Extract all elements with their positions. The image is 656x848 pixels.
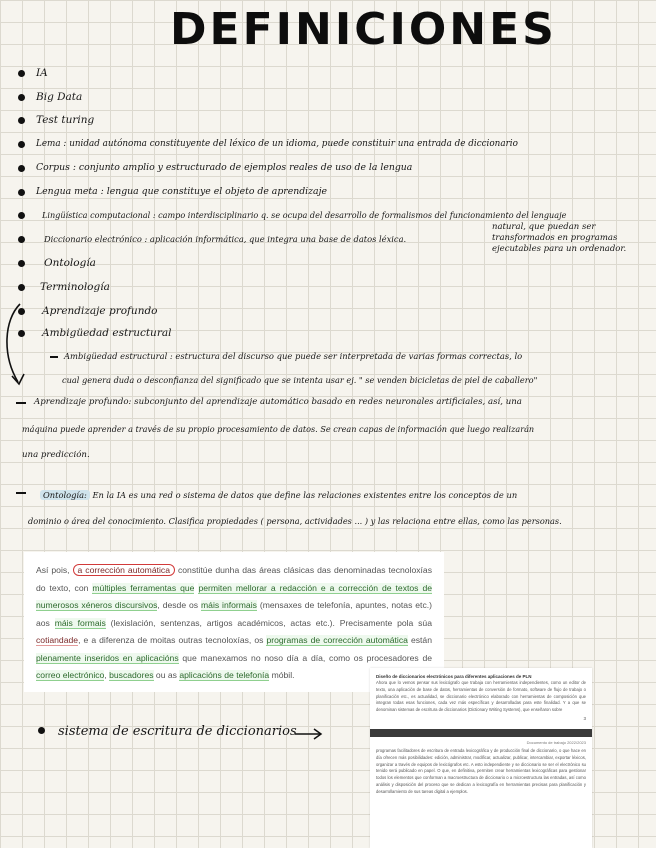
aprendizaje-definition-line2: máquina puede aprender a través de su propio procesamiento de datos. Se crean capas de información que luego realizarán bbox=[22, 424, 535, 434]
ambiguedad-definition-line2: cual genera duda o desconfianza del significado que se intenta usar ej. " se venden bicicletas de piel de caballero" bbox=[62, 375, 538, 385]
snippet-text: constitúe dunha das áreas clásicas das denominadas tecnoloxías do texto, con bbox=[36, 565, 432, 593]
snippet-text: (mensaxes de telefonía, apuntes, notas etc.) aos bbox=[36, 600, 432, 628]
ontologia-term: Ontología: bbox=[40, 490, 90, 500]
green-highlight: máis formais bbox=[54, 617, 106, 628]
green-highlight: aplicacións de telefonía bbox=[179, 670, 270, 680]
ontologia-definition-line1: En la IA es una red o sistema de datos que define las relaciones existentes entre los conceptos de un bbox=[92, 490, 518, 500]
ontologia-definition-line1-wrap bbox=[40, 490, 517, 500]
bullet-item-ontologia: Ontología bbox=[44, 257, 96, 269]
page-separator bbox=[370, 729, 592, 737]
snippet-text: (lexislación, sentenzas, artigos académicos, actas etc.). Precisamente pola súa bbox=[110, 617, 432, 628]
bullet-dot bbox=[18, 189, 25, 196]
bullet-dot bbox=[18, 117, 25, 124]
page-title: DEFINICIONES bbox=[170, 4, 557, 55]
snippet-text: , desde os bbox=[157, 600, 199, 610]
circled-highlight: a corrección automática bbox=[73, 564, 175, 576]
side-note: natural, que puedan ser transformados en programas ejecutables para un ordenador. bbox=[492, 222, 627, 254]
bullet-item-linguistica-computacional: Lingüística computacional : campo interdisciplinario q. se ocupa del desarrollo de formalismos del funcionamiento del lenguaje bbox=[42, 210, 567, 220]
bullet-item-lengua-meta: Lengua meta : lengua que constituye el objeto de aprendizaje bbox=[36, 186, 327, 197]
green-highlight: buscadores bbox=[109, 670, 154, 680]
green-highlight: programas de corrección automática bbox=[266, 635, 408, 645]
bullet-dot bbox=[18, 94, 25, 101]
snippet-text: móbil. bbox=[271, 670, 295, 680]
dash-marker bbox=[16, 492, 26, 494]
snippet-text: que manexamos no noso día a día, como os procesadores de bbox=[182, 652, 433, 663]
snippet-paragraph bbox=[36, 562, 432, 685]
bullet-item-ia: IA bbox=[36, 67, 48, 79]
snippet-footer: Documento de trabajo 2022/2023 bbox=[526, 739, 586, 745]
bullet-item-lema: Lema : unidad autónoma constituyente del léxico de un idioma, puede constituir una entrada de diccionario bbox=[36, 139, 518, 149]
bullet-item-test-turing: Test turing bbox=[36, 114, 95, 126]
bullet-dot bbox=[18, 70, 25, 77]
page-number: 3 bbox=[583, 715, 586, 721]
bullet-dot bbox=[18, 165, 25, 172]
ambiguedad-definition-line1: Ambigüedad estructural : estructura del discurso que puede ser interpretada de varias formas correctas, lo bbox=[64, 351, 523, 361]
arrow-right-icon bbox=[294, 728, 324, 740]
green-highlight: plenamente inseridos en aplicacións bbox=[36, 652, 179, 663]
red-highlight: cotiandade bbox=[36, 635, 79, 645]
bullet-item-corpus: Corpus : conjunto amplio y estructurado de ejemplos reales de uso de la lengua bbox=[36, 162, 413, 173]
bullet-dot bbox=[18, 284, 25, 291]
dash-marker bbox=[50, 356, 58, 358]
dash-marker bbox=[16, 402, 26, 404]
green-highlight: máis informais bbox=[201, 600, 257, 610]
aprendizaje-definition-line3: una predicción. bbox=[22, 450, 90, 460]
bullet-item-big-data: Big Data bbox=[36, 91, 83, 103]
curved-arrow-icon bbox=[0, 300, 40, 392]
bullet-dot bbox=[18, 212, 25, 219]
green-highlight: correo electrónico bbox=[36, 670, 105, 680]
bullet-item-terminologia: Terminología bbox=[40, 281, 110, 293]
snippet-text: ou as bbox=[155, 670, 177, 680]
bullet-item-diccionario-electronico: Diccionario electrónico : aplicación informática, que integra una base de datos léxica. bbox=[44, 234, 407, 244]
snippet-paragraph: Ahora que lo vemos pensar sus lexicógrafo que trabaja con herramientas independientes, como un editor de texto, una aplicación de base de datos, herramientas de conversión de formato, software de flujo de trabajo o planificación etc., es actualidad, se diccionario electrónico elaborado con herramientas de composición que integran todas esas funciones, cada vez más específicas y desarrolladas para este finalidad. Y a que se denominan sistemas de escritura de diccionarios (Dictionary Writing Systems), que enseñaron sobre bbox=[376, 680, 586, 713]
aprendizaje-definition-line1-wrap bbox=[34, 397, 522, 407]
snippet-paragraph: programas facilitadores de escritura de entrada lexicográfica y de producción final de diccionario, o que hace en día ofrecen más posibilidades: edición, administrar, modificar, actualizar, publicar, intercambiar, exportar léxicos, organizar a través de equipos de lexicógrafos etc. A esto independiente y se diccionario se ser el electrónico su tenido será publicado en papel. O que, en definitiva, permiten crear herramientas lexicográficas para gestionar todos los elementos que conforman a macroestructura de diccionario o a microestructura las entradas, así como análisis y disposición del proceso que se dedican a lexicografía en herramientas precisas para planificación y desarrollamiento de sus tareas digital a ejemplos. bbox=[376, 747, 586, 794]
bullet-dot bbox=[18, 260, 25, 267]
bullet-dot bbox=[38, 727, 45, 734]
snippet-text: están bbox=[410, 635, 432, 645]
pasted-document-snippet bbox=[370, 668, 592, 848]
bottom-bullet-label: sistema de escritura de diccionarios bbox=[58, 724, 297, 739]
bullet-dot bbox=[18, 236, 25, 243]
snippet-text: , e a diferenza de moitas outras tecnoloxías, os bbox=[78, 635, 264, 645]
aprendizaje-definition-line1: subconjunto del aprendizaje automático basado en redes neuronales artificiales, así, una bbox=[134, 397, 522, 407]
snippet-header: Diseño de diccionarios electrónicos para diferentes aplicaciones de PLN bbox=[376, 674, 532, 679]
green-highlight: permiten mellorar a redacción e a corrección de textos de numerosos xéneros discursivos bbox=[36, 582, 433, 610]
green-highlight: múltiples ferramentas que bbox=[92, 582, 195, 593]
bullet-item-aprendizaje-profundo: Aprendizaje profundo bbox=[42, 305, 158, 317]
snippet-text: Así pois, bbox=[36, 565, 70, 575]
bullet-dot bbox=[18, 141, 25, 148]
aprendizaje-term: Aprendizaje profundo: bbox=[34, 397, 132, 407]
bullet-item-ambiguedad-estructural: Ambigüedad estructural bbox=[42, 327, 172, 339]
ontologia-definition-line2: dominio o área del conocimiento. Clasifica propiedades ( persona, actividades ... ) y las relaciona entre ellas, como las personas. bbox=[28, 516, 562, 526]
snippet-text: , bbox=[104, 670, 107, 680]
